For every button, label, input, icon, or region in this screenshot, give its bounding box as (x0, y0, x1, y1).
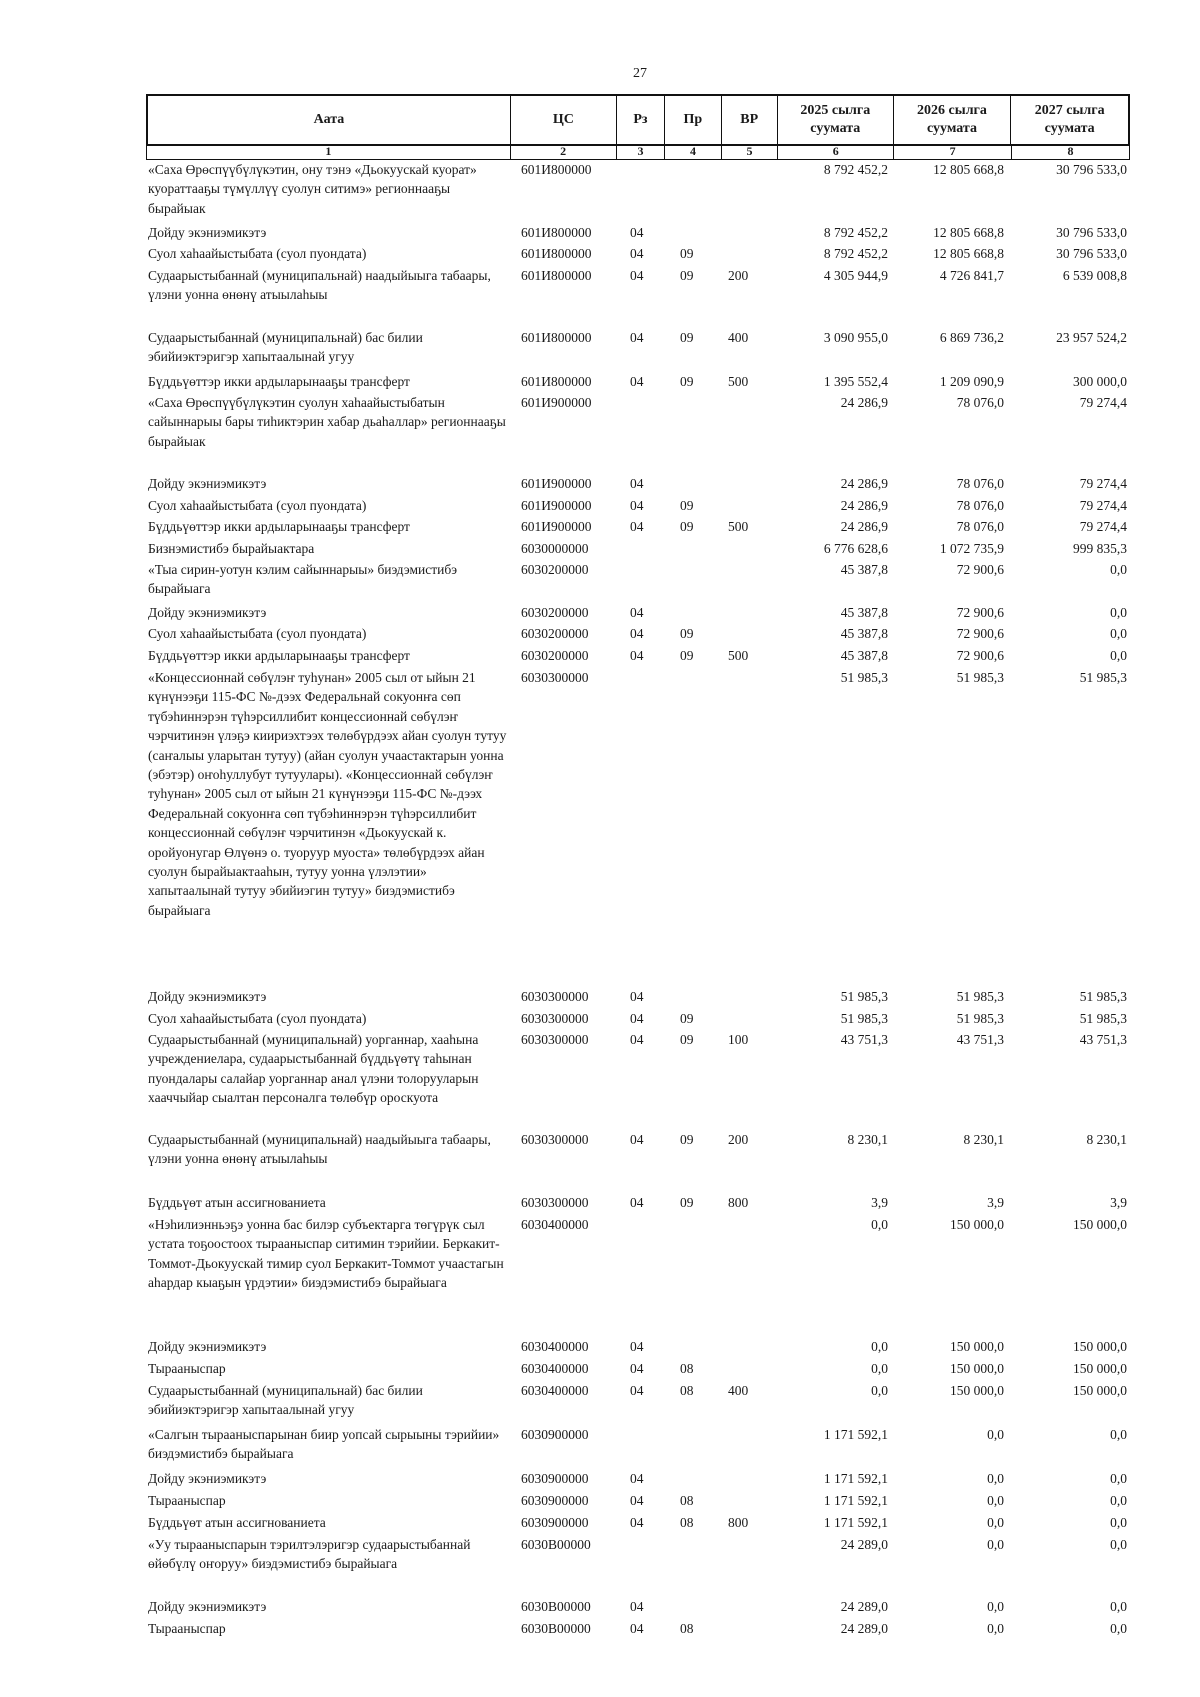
row-cs: 6030300000 (521, 989, 589, 1004)
row-pr: 09 (680, 498, 694, 513)
row-rz: 04 (630, 268, 644, 283)
row-2026: 72 900,6 (956, 626, 1004, 641)
row-name: «Саха Өрөспүүбүлүкэтин, ону тэнэ «Дьокуускай куорат» куораттааҕы түмүллүү суолун ситимэ» регионнааҕы бырайыак (148, 162, 477, 216)
row-name: Суол хаһаайыстыбата (суол пуондата) (148, 1011, 367, 1026)
row-2027: 79 274,4 (1079, 395, 1127, 410)
column-number: 4 (665, 145, 721, 159)
row-rz: 04 (630, 1195, 644, 1210)
row-cs: 601И800000 (521, 268, 592, 283)
row-2027: 79 274,4 (1079, 476, 1127, 491)
row-name: Тырааныспар (148, 1361, 226, 1376)
row-cs: 6030400000 (521, 1339, 589, 1354)
header-name: Аата (148, 96, 511, 144)
row-2027: 43 751,3 (1079, 1032, 1127, 1047)
row-2026: 1 209 090,9 (939, 374, 1004, 389)
row-2027: 0,0 (1110, 1515, 1127, 1530)
row-2027: 150 000,0 (1073, 1383, 1127, 1398)
row-2025: 0,0 (871, 1361, 888, 1376)
header-pr: Пр (665, 96, 721, 144)
row-2026: 51 985,3 (956, 1011, 1004, 1026)
row-name: «Саха Өрөспүүбүлүкэтин суолун хаһаайыстыбатын сайыннарыы бары тиһиктэрин хабар дьаһаллар» регионнааҕы бырайыак (148, 395, 506, 449)
row-2025: 4 305 944,9 (823, 268, 888, 283)
row-vr: 500 (728, 519, 749, 534)
header-cs: ЦС (511, 96, 617, 144)
row-cs: 6030300000 (521, 1195, 589, 1210)
row-2025: 24 289,0 (840, 1621, 888, 1636)
row-name: Суол хаһаайыстыбата (суол пуондата) (148, 626, 367, 641)
row-2026: 0,0 (987, 1537, 1004, 1552)
row-rz: 04 (630, 1383, 644, 1398)
row-2027: 0,0 (1110, 605, 1127, 620)
row-2026: 12 805 668,8 (933, 162, 1004, 177)
row-2026: 12 805 668,8 (933, 246, 1004, 261)
page-number: 27 (633, 66, 647, 81)
row-rz: 04 (630, 1599, 644, 1614)
row-2027: 30 796 533,0 (1056, 225, 1127, 240)
row-name: Бүддьүөттэр икки ардыларынааҕы трансферт (148, 374, 410, 389)
row-name: Судаарыстыбаннай (муниципальнай) наадыйыыга табаары, үлэни уонна өнөнү атыылаһыы (148, 1132, 491, 1167)
row-name: Бизнэмистибэ бырайыактара (148, 541, 315, 556)
row-pr: 09 (680, 1032, 694, 1047)
row-pr: 09 (680, 268, 694, 283)
row-name: Бүддьүөт атын ассигнованиета (148, 1195, 326, 1210)
row-name: «Концессионнай сөбүлэҥ туһунан» 2005 сыл от ыйын 21 күнүнээҕи 115-ФС №-дээх Федеральнай сокуонҥа сөп түбэһиннэрэн түһэрсиллибит концессионнай сөбүлэҥ чэрчитинэн үлэҕэ киириэхтээх төлөбүрдээх айан суолун тутуу (саҥалыы уларытан тутуу) (айан суолун учаастактарын уонна (эбэтэр) оҥоһуллубут тутуулары). «Концессионнай сөбүлэҥ туһунан» 2005 сыл от ыйын 21 күнүнээҕи 115-ФС №-дээх Федеральнай сокуонҥа сөп түбэһиннэрэн түһэрсиллибит концессионнай сөбүлэҥ чэрчитинэн «Дьокуускай к. оройуонугар Өлүөнэ о. туоруур муоста» төлөбүрдээх айан суолун бырайыактааһын, тутуу уонна үлэлэтии» хапытаалынай тутуу эбийиэгин тутуу» биэдэмистибэ бырайыага (148, 670, 507, 918)
row-rz: 04 (630, 225, 644, 240)
row-2025: 24 286,9 (840, 476, 888, 491)
row-2025: 45 387,8 (840, 605, 888, 620)
row-2026: 51 985,3 (956, 670, 1004, 685)
row-2026: 78 076,0 (956, 395, 1004, 410)
row-name: Суол хаһаайыстыбата (суол пуондата) (148, 498, 367, 513)
column-number: 5 (722, 145, 778, 159)
column-number: 8 (1067, 144, 1074, 158)
row-cs: 6030900000 (521, 1493, 589, 1508)
row-rz: 04 (630, 648, 644, 663)
row-vr: 800 (728, 1515, 749, 1530)
row-pr: 08 (680, 1383, 694, 1398)
row-name: «Салгын тырааныспарынан бииp уопсай сырыыны тэрийии» биэдэмистибэ бырайыага (148, 1427, 500, 1462)
header-vr: ВР (722, 96, 778, 144)
column-number: 6 (778, 145, 894, 159)
row-2025: 0,0 (871, 1339, 888, 1354)
row-cs: 601И800000 (521, 246, 592, 261)
header-2025: 2025 сылга суумата (778, 96, 894, 144)
row-2027: 0,0 (1110, 1621, 1127, 1636)
row-cs: 6030300000 (521, 1032, 589, 1047)
row-name: «Тыа сирин-уотун кэлим сайыннарыы» биэдэмистибэ бырайыага (148, 562, 458, 597)
row-2027: 999 835,3 (1073, 541, 1127, 556)
row-2027: 300 000,0 (1073, 374, 1127, 389)
row-2026: 12 805 668,8 (933, 225, 1004, 240)
row-2025: 45 387,8 (840, 626, 888, 641)
row-cs: 6030300000 (521, 670, 589, 685)
row-2026: 0,0 (987, 1471, 1004, 1486)
row-vr: 500 (728, 374, 749, 389)
row-rz: 04 (630, 1621, 644, 1636)
row-2025: 8 792 452,2 (823, 246, 888, 261)
row-2026: 78 076,0 (956, 519, 1004, 534)
row-2026: 150 000,0 (950, 1339, 1004, 1354)
row-cs: 6030200000 (521, 626, 589, 641)
row-name: Тырааныспар (148, 1621, 226, 1636)
row-rz: 04 (630, 374, 644, 389)
row-pr: 09 (680, 374, 694, 389)
row-2025: 51 985,3 (840, 670, 888, 685)
row-2026: 4 726 841,7 (939, 268, 1004, 283)
row-rz: 04 (630, 1339, 644, 1354)
row-2025: 1 171 592,1 (823, 1471, 888, 1486)
row-pr: 09 (680, 648, 694, 663)
row-pr: 08 (680, 1621, 694, 1636)
row-2025: 45 387,8 (840, 562, 888, 577)
row-2027: 0,0 (1110, 648, 1127, 663)
row-2025: 24 286,9 (840, 519, 888, 534)
row-name: «Нэһилиэнньэҕэ уонна бас билэр субъектарга төгүрүк сыл устата тоҕоостоох тырааныспар ситимин тэрийии. Беркакит-Томмот-Дьокуускай тимир суол Беркакит-Томмот учаастагын аһардар кыаҕын үрдэтии» биэдэмистибэ бырайыага (148, 1217, 504, 1291)
row-2026: 0,0 (987, 1599, 1004, 1614)
row-2027: 8 230,1 (1086, 1132, 1127, 1147)
row-name: Суол хаһаайыстыбата (суол пуондата) (148, 246, 367, 261)
row-rz: 04 (630, 330, 644, 345)
row-name: Бүддьүөттэр икки ардыларынааҕы трансферт (148, 519, 410, 534)
row-cs: 6030000000 (521, 541, 589, 556)
row-2027: 0,0 (1110, 1493, 1127, 1508)
row-2027: 0,0 (1110, 1471, 1127, 1486)
row-cs: 6030200000 (521, 605, 589, 620)
row-rz: 04 (630, 1471, 644, 1486)
column-number: 1 (147, 145, 511, 159)
row-rz: 04 (630, 476, 644, 491)
row-name: Судаарыстыбаннай (муниципальнай) бас билии эбийиэктэригэр хапытаалынай угуу (148, 330, 423, 365)
row-2025: 3 090 955,0 (823, 330, 888, 345)
row-2026: 8 230,1 (963, 1132, 1004, 1147)
row-2025: 8 792 452,2 (823, 225, 888, 240)
column-number: 7 (894, 145, 1012, 159)
row-cs: 6030В00000 (521, 1537, 591, 1552)
row-2026: 72 900,6 (956, 648, 1004, 663)
row-2025: 51 985,3 (840, 1011, 888, 1026)
column-number: 3 (617, 145, 666, 159)
row-cs: 6030200000 (521, 562, 589, 577)
row-cs: 6030300000 (521, 1132, 589, 1147)
row-2025: 1 171 592,1 (823, 1493, 888, 1508)
column-number-row (146, 144, 1130, 160)
table-header (146, 94, 1130, 146)
row-2025: 24 286,9 (840, 498, 888, 513)
row-rz: 04 (630, 1032, 644, 1047)
row-cs: 6030400000 (521, 1361, 589, 1376)
row-rz: 04 (630, 1493, 644, 1508)
row-name: Дойду экэниэмикэтэ (148, 476, 267, 491)
row-name: Бүддьүөттэр икки ардыларынааҕы трансферт (148, 648, 410, 663)
row-name: Дойду экэниэмикэтэ (148, 989, 267, 1004)
column-number: 2 (511, 145, 617, 159)
row-2026: 6 869 736,2 (939, 330, 1004, 345)
row-2027: 150 000,0 (1073, 1361, 1127, 1376)
row-name: Судаарыстыбаннай (муниципальнай) уорганнар, хааһына учреждениелара, судаарыстыбаннай бүддьүөтү таһынан пуондалары салайар уорганнар анал үлэни толорууларын хааччыйар сыалтан персоналга төлөбүр ороскуота (148, 1032, 479, 1106)
row-2026: 78 076,0 (956, 476, 1004, 491)
row-2026: 150 000,0 (950, 1217, 1004, 1232)
row-2025: 45 387,8 (840, 648, 888, 663)
row-2026: 72 900,6 (956, 605, 1004, 620)
row-cs: 6030900000 (521, 1515, 589, 1530)
row-2027: 150 000,0 (1073, 1339, 1127, 1354)
row-name: Дойду экэниэмикэтэ (148, 605, 267, 620)
row-name: Дойду экэниэмикэтэ (148, 1599, 267, 1614)
row-pr: 09 (680, 1195, 694, 1210)
row-2027: 51 985,3 (1079, 1011, 1127, 1026)
row-2026: 3,9 (987, 1195, 1004, 1210)
row-pr: 09 (680, 626, 694, 641)
row-rz: 04 (630, 1515, 644, 1530)
row-2027: 79 274,4 (1079, 519, 1127, 534)
row-cs: 601И800000 (521, 162, 592, 177)
row-cs: 601И800000 (521, 225, 592, 240)
row-cs: 6030300000 (521, 1011, 589, 1026)
row-rz: 04 (630, 989, 644, 1004)
row-2027: 23 957 524,2 (1056, 330, 1127, 345)
row-vr: 100 (728, 1032, 749, 1047)
row-cs: 601И900000 (521, 476, 592, 491)
row-2025: 8 230,1 (847, 1132, 888, 1147)
row-vr: 200 (728, 1132, 749, 1147)
row-2027: 0,0 (1110, 1599, 1127, 1614)
row-2025: 24 289,0 (840, 1537, 888, 1552)
row-2026: 72 900,6 (956, 562, 1004, 577)
row-name: Тырааныспар (148, 1493, 226, 1508)
row-pr: 09 (680, 1011, 694, 1026)
row-2026: 150 000,0 (950, 1383, 1004, 1398)
row-2026: 1 072 735,9 (939, 541, 1004, 556)
row-cs: 6030В00000 (521, 1621, 591, 1636)
row-2027: 150 000,0 (1073, 1217, 1127, 1232)
row-cs: 601И800000 (521, 374, 592, 389)
row-rz: 04 (630, 519, 644, 534)
row-pr: 09 (680, 246, 694, 261)
row-2025: 0,0 (871, 1217, 888, 1232)
row-cs: 601И900000 (521, 498, 592, 513)
row-cs: 601И900000 (521, 519, 592, 534)
row-cs: 6030200000 (521, 648, 589, 663)
row-name: «Уу тырааныспарын тэрилтэлэригэр судаарыстыбаннай өйөбүлү оҥоруу» биэдэмистибэ бырайыага (148, 1537, 471, 1572)
row-name: Дойду экэниэмикэтэ (148, 225, 267, 240)
row-pr: 09 (680, 330, 694, 345)
row-rz: 04 (630, 246, 644, 261)
row-2025: 43 751,3 (840, 1032, 888, 1047)
row-name: Судаарыстыбаннай (муниципальнай) наадыйыыга табаары, үлэни уонна өнөнү атыылаһыы (148, 268, 491, 303)
row-2027: 79 274,4 (1079, 498, 1127, 513)
row-name: Дойду экэниэмикэтэ (148, 1471, 267, 1486)
row-2026: 150 000,0 (950, 1361, 1004, 1376)
row-2027: 0,0 (1110, 626, 1127, 641)
row-2025: 24 289,0 (840, 1599, 888, 1614)
row-rz: 04 (630, 1011, 644, 1026)
row-2026: 78 076,0 (956, 498, 1004, 513)
row-2025: 1 395 552,4 (823, 374, 888, 389)
row-name: Судаарыстыбаннай (муниципальнай) бас билии эбийиэктэригэр хапытаалынай угуу (148, 1383, 423, 1418)
row-rz: 04 (630, 605, 644, 620)
row-name: Дойду экэниэмикэтэ (148, 1339, 267, 1354)
row-2025: 1 171 592,1 (823, 1427, 888, 1442)
row-cs: 6030400000 (521, 1383, 589, 1398)
row-2027: 6 539 008,8 (1062, 268, 1127, 283)
row-rz: 04 (630, 626, 644, 641)
row-pr: 09 (680, 519, 694, 534)
row-2026: 0,0 (987, 1427, 1004, 1442)
row-2027: 51 985,3 (1079, 989, 1127, 1004)
row-2025: 6 776 628,6 (823, 541, 888, 556)
row-pr: 09 (680, 1132, 694, 1147)
row-vr: 200 (728, 268, 749, 283)
row-2026: 51 985,3 (956, 989, 1004, 1004)
row-2025: 1 171 592,1 (823, 1515, 888, 1530)
header-2027: 2027 сылга суумата (1034, 103, 1105, 136)
row-pr: 08 (680, 1515, 694, 1530)
row-rz: 04 (630, 1361, 644, 1376)
header-2026: 2026 сылга суумата (894, 96, 1012, 144)
row-2025: 24 286,9 (840, 395, 888, 410)
row-rz: 04 (630, 1132, 644, 1147)
row-2027: 30 796 533,0 (1056, 246, 1127, 261)
row-2027: 0,0 (1110, 1427, 1127, 1442)
row-cs: 601И900000 (521, 395, 592, 410)
row-rz: 04 (630, 498, 644, 513)
row-2025: 0,0 (871, 1383, 888, 1398)
row-2025: 8 792 452,2 (823, 162, 888, 177)
row-cs: 6030900000 (521, 1427, 589, 1442)
row-vr: 400 (728, 330, 749, 345)
row-2027: 30 796 533,0 (1056, 162, 1127, 177)
row-2026: 43 751,3 (956, 1032, 1004, 1047)
row-vr: 400 (728, 1383, 749, 1398)
row-name: Бүддьүөт атын ассигнованиета (148, 1515, 326, 1530)
row-2027: 3,9 (1110, 1195, 1127, 1210)
row-2027: 51 985,3 (1079, 670, 1127, 685)
row-2026: 0,0 (987, 1515, 1004, 1530)
row-2026: 0,0 (987, 1493, 1004, 1508)
row-2026: 0,0 (987, 1621, 1004, 1636)
row-2027: 0,0 (1110, 1537, 1127, 1552)
header-rz: Рз (617, 96, 665, 144)
row-cs: 6030400000 (521, 1217, 589, 1232)
row-cs: 601И800000 (521, 330, 592, 345)
row-vr: 500 (728, 648, 749, 663)
row-cs: 6030В00000 (521, 1599, 591, 1614)
row-2025: 3,9 (871, 1195, 888, 1210)
row-pr: 08 (680, 1493, 694, 1508)
row-pr: 08 (680, 1361, 694, 1376)
row-2027: 0,0 (1110, 562, 1127, 577)
row-cs: 6030900000 (521, 1471, 589, 1486)
row-vr: 800 (728, 1195, 749, 1210)
row-2025: 51 985,3 (840, 989, 888, 1004)
